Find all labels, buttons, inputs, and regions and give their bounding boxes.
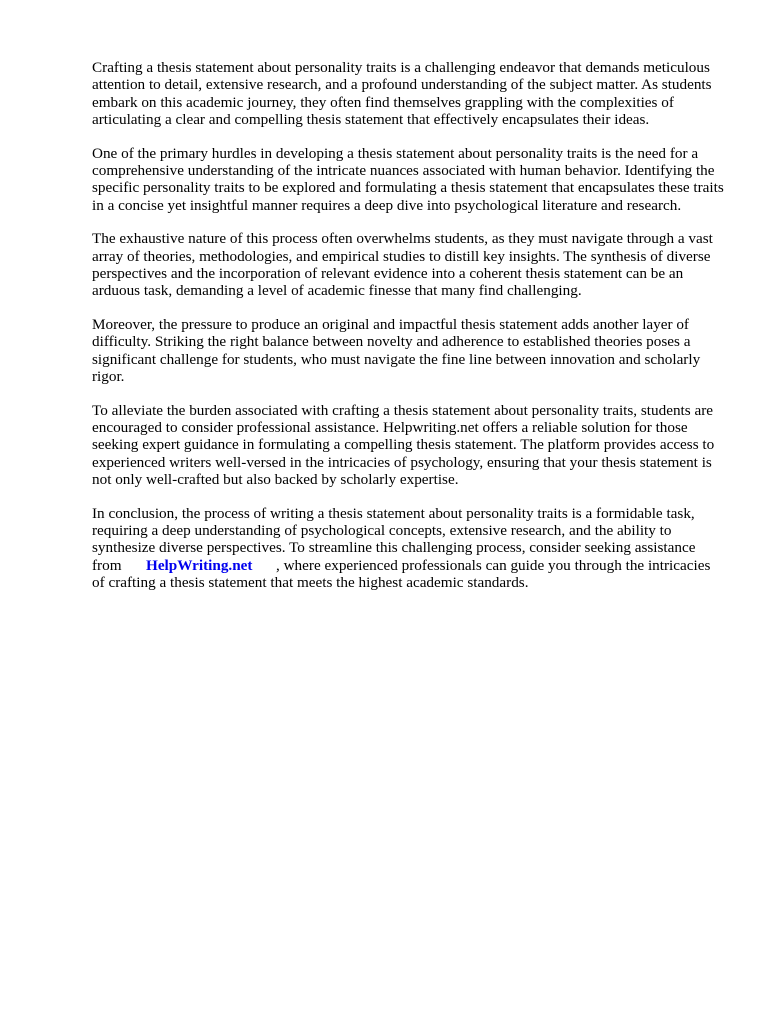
helpwriting-link[interactable]: HelpWriting.net [146,556,253,574]
conclusion-text: In conclusion, the process of writing a thesis statement about personality traits is a formidable task, requiring a deep understanding of psychological concepts, extensive research, and the ability to synthesize diverse perspectives. To streamline this challenging process, consider seeking assistance [92,504,696,557]
paragraph-conclusion [92,505,724,592]
paragraph-pressure: Moreover, the pressure to produce an original and impactful thesis statement adds another layer of difficulty. Striking the right balance between novelty and adherence to established theories poses a significant challenge for students, who must navigate the fine line between innovation and scholarly rigor. [92,315,701,386]
conclusion-from-word: from [92,556,122,574]
conclusion-text-after-link: , where experienced professionals can guide you through the intricacies of crafting a thesis statement that meets the highest academic standards. [92,556,711,592]
paragraph-hurdles: One of the primary hurdles in developing a thesis statement about personality traits is the need for a comprehensive understanding of the intricate nuances associated with human behavior. Identifying the specific personality traits to be explored and formulating a thesis statement that encapsulates these traits in a concise yet insightful manner requires a deep dive into psychological literature and research. [92,144,724,214]
document-body [92,59,724,608]
paragraph-assistance: To alleviate the burden associated with crafting a thesis statement about personality traits, students are encouraged to consider professional assistance. Helpwriting.net offers a reliable solution for those seeking expert guidance in formulating a compelling thesis statement. The platform provides access to experienced writers well-versed in the intricacies of psychology, ensuring that your thesis statement is not only well-crafted but also backed by scholarly expertise. [92,401,715,489]
paragraph-intro: Crafting a thesis statement about personality traits is a challenging endeavor that demands meticulous attention to detail, extensive research, and a profound understanding of the subject matter. As students embark on this academic journey, they often find themselves grappling with the complexities of articulating a clear and compelling thesis statement that effectively encapsulates their ideas. [92,59,712,129]
paragraph-exhaustive: The exhaustive nature of this process often overwhelms students, as they must navigate through a vast array of theories, methodologies, and empirical studies to distill key insights. The synthesis of diverse perspectives and the incorporation of relevant evidence into a coherent thesis statement can be an arduous task, demanding a level of academic finesse that many find challenging. [92,230,713,300]
